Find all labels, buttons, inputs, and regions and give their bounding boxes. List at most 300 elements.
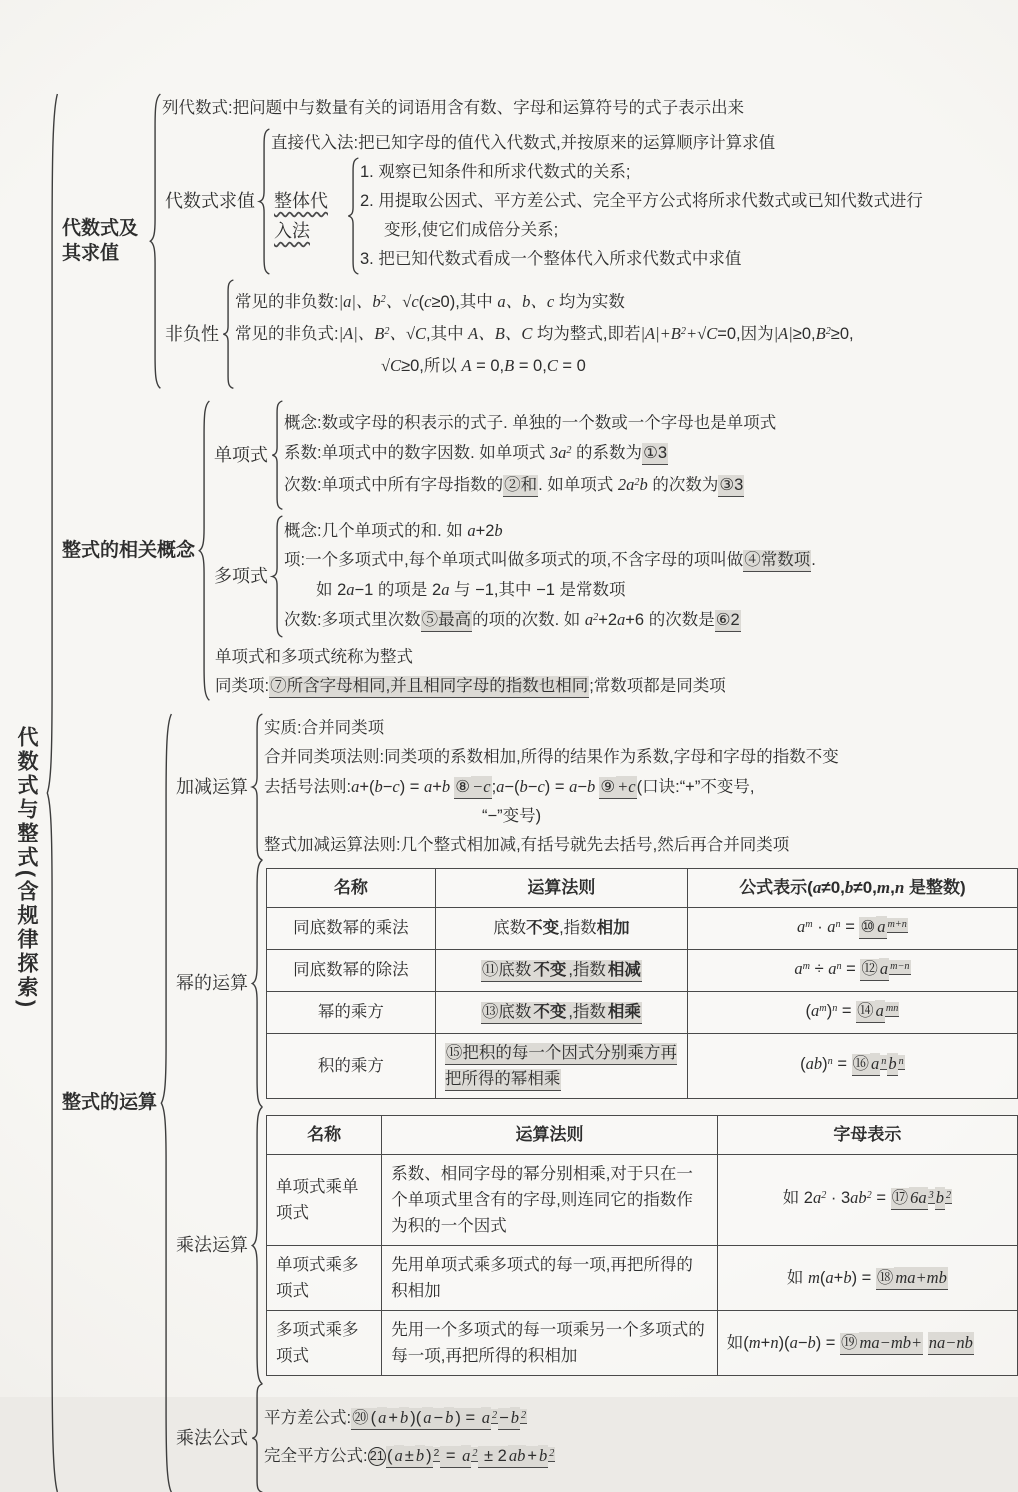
multiplication-operations-table bbox=[266, 1115, 1018, 1376]
text-segment: mn bbox=[885, 1002, 900, 1017]
text-segment: a bbox=[424, 776, 433, 796]
text-segment: B bbox=[504, 356, 515, 376]
text-segment: ;常数项都是同类项 bbox=[589, 676, 726, 695]
cell-rule bbox=[435, 949, 687, 991]
text-segment: |a|、b bbox=[338, 292, 381, 312]
text-segment: = bbox=[840, 917, 860, 936]
col-header-rule bbox=[435, 868, 687, 907]
text-segment: ,指数 bbox=[567, 1002, 607, 1024]
text-segment: ) = bbox=[851, 1268, 876, 1287]
text-segment: b bbox=[444, 1407, 454, 1430]
text-segment: b bbox=[441, 776, 455, 796]
text-segment: ⑮把积的每一个因式分别乘方再把所得的幂相乘 bbox=[445, 1043, 677, 1091]
text-segment: 2 bbox=[634, 477, 640, 489]
cell-formula bbox=[687, 907, 1017, 949]
col-header-name bbox=[267, 1115, 382, 1154]
line-monomial-coefficient bbox=[284, 438, 776, 470]
text-segment: ab bbox=[508, 1445, 527, 1468]
node-chengfa-yunsuan bbox=[173, 1107, 1018, 1384]
text-segment: 不变 bbox=[532, 1002, 567, 1024]
text-segment: 平方差公式: bbox=[264, 1408, 352, 1427]
text-segment: a bbox=[875, 1000, 885, 1023]
line-polynomial-terms-cont bbox=[284, 575, 816, 605]
text-segment: ⑩ bbox=[859, 917, 876, 939]
text-segment: 2 bbox=[825, 326, 831, 338]
text-segment: ÷ bbox=[810, 959, 829, 978]
cell-formula bbox=[717, 1245, 1017, 1310]
node-label: 加减运算 bbox=[176, 776, 249, 797]
text-segment: ⑪底数 bbox=[481, 960, 533, 982]
text-segment: 2 bbox=[384, 326, 390, 338]
text-segment: 相加 bbox=[596, 919, 630, 938]
text-segment: + bbox=[760, 1333, 771, 1352]
text-segment: 的系数为 bbox=[571, 443, 643, 462]
text-segment: 次数:多项式里次数 bbox=[284, 610, 421, 629]
text-segment: 的次数为 bbox=[647, 475, 719, 494]
text-segment: 单项式乘单项式 bbox=[276, 1177, 359, 1222]
text-segment: 3 bbox=[928, 1189, 935, 1204]
text-segment: B bbox=[815, 324, 826, 344]
text-segment: −c bbox=[471, 776, 491, 799]
text-segment: b bbox=[586, 776, 600, 796]
table-row bbox=[267, 949, 1018, 991]
text-segment: 6a bbox=[909, 1187, 928, 1210]
cell-formula bbox=[687, 1033, 1017, 1098]
line-addsub-essence bbox=[264, 714, 839, 743]
text-segment: 概念:几个单项式的和. 如 bbox=[284, 521, 468, 540]
text-segment: 均为整式,即若 bbox=[532, 325, 641, 344]
text-segment: 单项式和多项式统称为整式 bbox=[215, 647, 414, 666]
text-segment: b bbox=[807, 1332, 816, 1352]
text-segment: c bbox=[424, 292, 432, 312]
cell-name bbox=[267, 991, 436, 1033]
text-segment: a bbox=[481, 1407, 491, 1430]
text-segment: a bbox=[377, 1407, 387, 1430]
branch-label: 整式的运算 bbox=[62, 1092, 158, 1113]
text-segment: n bbox=[836, 960, 842, 972]
text-segment: n bbox=[827, 1056, 833, 1068]
text-segment: n bbox=[770, 1332, 779, 1352]
text-segment: +√C bbox=[686, 324, 718, 344]
text-segment: b bbox=[887, 1053, 897, 1076]
text-segment: 2 bbox=[433, 1447, 441, 1462]
cell-rule bbox=[435, 1033, 687, 1098]
table-row bbox=[267, 1033, 1018, 1098]
main-branches bbox=[59, 94, 1018, 1492]
text-segment: n bbox=[894, 877, 905, 897]
text-segment: a bbox=[441, 579, 450, 599]
text-segment: C bbox=[546, 356, 558, 376]
text-segment: ⑭ bbox=[856, 1001, 875, 1023]
text-segment: 底数 bbox=[493, 919, 527, 938]
page-title: 代数式与整式(含规律探索) bbox=[15, 725, 38, 1010]
branch-integral-expr-operations bbox=[59, 714, 1018, 1492]
text-segment: m+n bbox=[887, 918, 908, 933]
cell-formula bbox=[687, 949, 1017, 991]
text-segment: m bbox=[802, 960, 810, 972]
text-segment: ⑬底数 bbox=[481, 1002, 533, 1024]
node-brace bbox=[347, 158, 360, 274]
line-polynomial-degree bbox=[284, 605, 816, 637]
text-segment: 2. 用提取公因式、平方差公式、完全平方公式将所求代数式或已知代数式进行 bbox=[360, 192, 923, 210]
text-segment: ⑨ bbox=[599, 777, 616, 799]
text-segment: n bbox=[898, 1055, 905, 1070]
cell-name bbox=[267, 1154, 382, 1245]
branch-label: 代数式及其求值 bbox=[62, 217, 139, 265]
text-segment: =0,因为 bbox=[717, 325, 774, 344]
text-segment: a bbox=[467, 520, 476, 540]
node-duoxiangshi bbox=[211, 516, 816, 637]
line-addsub-operation-rule bbox=[264, 831, 839, 860]
table-row bbox=[267, 991, 1018, 1033]
text-segment: ) = bbox=[454, 1408, 480, 1430]
list-item-3 bbox=[360, 245, 923, 274]
text-segment: +( bbox=[359, 777, 375, 796]
node-brace bbox=[251, 1107, 264, 1384]
text-segment: ⑧ bbox=[454, 777, 471, 799]
text-segment: = 0, bbox=[514, 357, 547, 376]
line-polynomial-terms bbox=[284, 546, 816, 575]
text-segment: + bbox=[432, 777, 442, 796]
line-combine-like-terms-rule bbox=[264, 743, 839, 772]
text-segment: 积的乘方 bbox=[317, 1056, 384, 1075]
table-row bbox=[267, 907, 1018, 949]
text-segment: n bbox=[832, 1002, 838, 1014]
text-segment: a bbox=[812, 1188, 822, 1208]
text-segment: ⑦所含字母相同,并且相同字母的指数也相同 bbox=[269, 676, 589, 698]
text-segment: 与 −1,其中 −1 是常数项 bbox=[449, 580, 626, 599]
text-segment: 的项的次数. 如 bbox=[472, 610, 585, 629]
mindmap-root bbox=[6, 94, 1018, 1492]
text-segment: . bbox=[811, 550, 816, 569]
text-segment: a bbox=[825, 1267, 834, 1287]
text-segment: 2 bbox=[821, 1190, 827, 1202]
col-header-name bbox=[267, 868, 436, 907]
cell-name bbox=[267, 907, 436, 949]
text-segment: 相乘 bbox=[607, 1002, 642, 1024]
text-segment: 多项式乘多项式 bbox=[276, 1320, 359, 1365]
node-label: 多项式 bbox=[214, 566, 269, 586]
text-segment: ab bbox=[850, 1188, 867, 1208]
text-segment: 变形,使它们成倍分关系; bbox=[384, 221, 559, 239]
branch-brace bbox=[149, 94, 162, 388]
node-brace bbox=[271, 516, 284, 637]
text-segment: n bbox=[880, 1055, 887, 1070]
text-segment: − bbox=[797, 1333, 808, 1352]
text-segment: ≥0,所以 bbox=[401, 357, 462, 376]
text-segment: a bbox=[812, 877, 822, 897]
text-segment: 如( bbox=[726, 1333, 749, 1352]
cell-rule bbox=[435, 907, 687, 949]
text-segment: ) = bbox=[399, 777, 425, 796]
cell-rule bbox=[382, 1154, 717, 1245]
text-segment: ④常数项 bbox=[743, 550, 811, 572]
text-segment: A、B、C bbox=[468, 324, 533, 344]
text-segment: |A| bbox=[773, 324, 793, 344]
text-segment: 同类项: bbox=[215, 676, 270, 695]
text-segment: √C bbox=[381, 356, 402, 376]
text-segment: 相减 bbox=[607, 960, 642, 982]
text-segment: b bbox=[510, 1407, 520, 1430]
text-segment: b bbox=[519, 776, 528, 796]
text-segment: + bbox=[387, 1408, 399, 1430]
node-brace bbox=[222, 280, 235, 388]
text-segment: b bbox=[935, 1187, 945, 1210]
text-segment: a bbox=[794, 958, 803, 978]
text-segment: a bbox=[346, 579, 355, 599]
text-segment: ma+mb bbox=[894, 1267, 947, 1290]
text-segment: ≥0),其中 bbox=[431, 293, 498, 312]
cell-rule bbox=[382, 1245, 717, 1310]
text-segment: m bbox=[876, 877, 891, 897]
branch-brace bbox=[160, 714, 173, 1492]
text-segment: − bbox=[498, 1408, 510, 1430]
text-segment: 2 bbox=[548, 1447, 555, 1462]
text-segment: a bbox=[496, 776, 505, 796]
text-segment: )( bbox=[778, 1333, 790, 1352]
text-segment: − bbox=[382, 777, 393, 796]
text-segment: “−”变号) bbox=[482, 806, 542, 825]
text-segment: ± bbox=[404, 1446, 415, 1468]
col-header-rule bbox=[382, 1115, 717, 1154]
cell-name bbox=[267, 1245, 382, 1310]
text-segment: 2 bbox=[866, 1190, 872, 1202]
text-segment: ab bbox=[805, 1054, 823, 1074]
text-segment: ) = bbox=[544, 777, 570, 796]
line-pingfangcha-formula bbox=[264, 1400, 555, 1438]
text-segment: 常见的非负数: bbox=[235, 293, 339, 312]
text-segment: |A|+B bbox=[640, 324, 681, 344]
text-segment: 2 bbox=[593, 611, 599, 623]
text-segment: b bbox=[374, 776, 383, 796]
text-segment: 2 bbox=[680, 326, 686, 338]
text-segment: 均为实数 bbox=[554, 293, 625, 312]
text-segment: 概念:数或字母的积表示的式子. 单独的一个数或一个字母也是单项式 bbox=[284, 413, 777, 432]
text-segment: b bbox=[639, 474, 648, 494]
text-segment: |A|、B bbox=[338, 324, 385, 344]
text-segment: a、b、c bbox=[497, 292, 555, 312]
cell-formula bbox=[687, 991, 1017, 1033]
text-segment: ) bbox=[822, 1055, 828, 1074]
text-segment: 实质:合并同类项 bbox=[264, 718, 385, 737]
text-segment: m bbox=[805, 918, 813, 930]
text-segment: 名称 bbox=[333, 877, 368, 897]
text-segment: ⑱ bbox=[876, 1268, 895, 1290]
text-segment: b bbox=[399, 1407, 409, 1430]
branch-label: 整式的相关概念 bbox=[62, 540, 196, 562]
text-segment: c bbox=[392, 776, 400, 796]
line-polynomial-concept bbox=[284, 516, 816, 546]
text-segment: . 如单项式 bbox=[538, 475, 618, 494]
text-segment: ③3 bbox=[718, 475, 744, 497]
text-segment: ,其中 bbox=[426, 325, 469, 344]
text-segment: a bbox=[584, 609, 594, 629]
cell-name bbox=[267, 1310, 382, 1375]
text-segment: 项:一个多项式中,每个单项式叫做多项式的项,不含字母的项叫做 bbox=[284, 550, 744, 569]
node-daishushi-qiuzhi bbox=[162, 129, 923, 274]
text-segment: 、√c bbox=[385, 292, 419, 312]
text-segment: 先用一个多项式的每一项乘另一个多项式的每一项,再把所得的积相加 bbox=[391, 1320, 705, 1365]
cell-name bbox=[267, 1033, 436, 1098]
text-segment: +2 bbox=[598, 610, 618, 629]
text-segment: c bbox=[537, 776, 545, 796]
text-segment: 同底数幂的除法 bbox=[293, 961, 409, 980]
text-segment: 是整数) bbox=[904, 877, 966, 897]
text-segment: + bbox=[526, 1446, 538, 1468]
text-segment: m bbox=[819, 1002, 827, 1014]
text-segment: +c bbox=[616, 776, 636, 799]
text-segment: = bbox=[837, 1001, 857, 1020]
branch-brace bbox=[198, 401, 211, 700]
line-monomial-concept bbox=[284, 409, 776, 438]
text-segment: 先用单项式乘多项式的每一项,再把所得的积相加 bbox=[391, 1255, 693, 1300]
text-segment: ①3 bbox=[642, 443, 668, 465]
text-segment: 如 2 bbox=[782, 1189, 813, 1208]
cell-rule bbox=[382, 1310, 717, 1375]
line-lie-daishushi bbox=[162, 94, 923, 123]
table-row bbox=[267, 1310, 1018, 1375]
node-brace bbox=[251, 714, 264, 860]
text-segment: 幂的乘方 bbox=[317, 1003, 384, 1022]
text-segment: 不变 bbox=[526, 919, 560, 938]
text-segment: 公式表示( bbox=[739, 877, 813, 897]
node-jiajian-yunsuan bbox=[173, 714, 1018, 860]
line-monomial-degree bbox=[284, 470, 776, 502]
node-brace bbox=[251, 1384, 264, 1492]
node-label: 幂的运算 bbox=[176, 973, 249, 993]
text-segment: −( bbox=[504, 777, 520, 796]
table-header-row bbox=[267, 1115, 1018, 1154]
text-segment: = bbox=[841, 959, 861, 978]
node-mi-de-yunsuan bbox=[173, 860, 1018, 1107]
text-segment: 直接代入法:把已知字母的值代入代数式,并按原来的运算顺序计算求值 bbox=[271, 134, 776, 152]
text-segment: 次数:单项式中所有字母指数的 bbox=[284, 475, 504, 494]
text-segment: ) = bbox=[815, 1333, 841, 1352]
text-segment: a bbox=[870, 1053, 880, 1076]
text-segment: ( bbox=[800, 1055, 806, 1074]
text-segment: 1. 观察已知条件和所求代数式的关系; bbox=[360, 163, 631, 181]
node-label: 非负性 bbox=[165, 324, 219, 345]
node-brace bbox=[251, 860, 264, 1107]
text-segment: b bbox=[843, 1267, 852, 1287]
text-segment: 名称 bbox=[307, 1124, 342, 1144]
text-segment: ⑫ bbox=[860, 959, 879, 981]
text-segment: 不变 bbox=[532, 960, 567, 982]
text-segment: 系数、相同字母的幂分别相乘,对于只在一个单项式里含有的字母,则连同它的指数作为积的一个因式 bbox=[391, 1164, 693, 1235]
text-segment: a bbox=[811, 1000, 820, 1020]
text-segment: na−nb bbox=[928, 1332, 974, 1355]
text-segment: ⑳ bbox=[351, 1408, 370, 1430]
text-segment: a bbox=[796, 916, 806, 936]
node-brace bbox=[271, 401, 284, 509]
node-label-wavy-underline: 整体代入法 bbox=[274, 191, 328, 241]
text-segment: + bbox=[833, 1268, 844, 1287]
text-segment: ( bbox=[370, 1408, 378, 1430]
text-segment: ( bbox=[418, 293, 425, 312]
text-segment: 如 bbox=[786, 1268, 808, 1287]
text-segment: (口诀:“+”不变号, bbox=[636, 777, 755, 796]
text-segment: 2 bbox=[380, 294, 386, 306]
text-segment: A bbox=[461, 356, 472, 376]
node-zhengti-dairufa bbox=[271, 158, 923, 274]
node-chengfa-gongshi bbox=[173, 1384, 1018, 1492]
text-segment: ( bbox=[819, 1268, 826, 1287]
text-segment: − bbox=[577, 777, 587, 796]
text-segment: −1 的项是 2 bbox=[354, 580, 442, 599]
text-segment: ≠0, bbox=[821, 877, 845, 897]
node-brace bbox=[258, 129, 271, 274]
text-segment: )( bbox=[409, 1408, 422, 1430]
text-segment: a bbox=[569, 776, 578, 796]
node-label: 乘法运算 bbox=[176, 1235, 249, 1255]
text-segment: n bbox=[835, 918, 841, 930]
text-segment: · 3 bbox=[826, 1189, 851, 1208]
text-segment: m bbox=[808, 1267, 820, 1287]
text-segment: ⑰ bbox=[891, 1188, 910, 1210]
text-segment: b bbox=[494, 520, 503, 540]
text-segment: 21 bbox=[368, 1447, 386, 1466]
text-segment: m bbox=[748, 1332, 761, 1352]
text-segment: a bbox=[394, 1445, 404, 1468]
text-segment: 整式加减运算法则:几个整式相加减,有括号就先去括号,然后再合并同类项 bbox=[264, 835, 790, 854]
text-segment: 同底数幂的乘法 bbox=[293, 919, 409, 938]
text-segment: · bbox=[812, 917, 828, 936]
table-row bbox=[267, 1245, 1018, 1310]
text-segment: a bbox=[827, 916, 836, 936]
branch-integral-expr-concepts bbox=[59, 401, 1018, 700]
text-segment: , bbox=[890, 877, 895, 897]
root-brace bbox=[46, 94, 59, 1492]
text-segment: = 0, bbox=[471, 357, 505, 376]
cell-formula bbox=[717, 1154, 1017, 1245]
text-segment: 去括号法则: bbox=[264, 777, 352, 796]
cell-name bbox=[267, 949, 436, 991]
text-segment: ( bbox=[386, 1446, 394, 1468]
text-segment: − bbox=[527, 777, 538, 796]
text-segment: − bbox=[433, 1408, 445, 1430]
text-segment: 3. 把已知代数式看成一个整体代入所求代数式中求值 bbox=[360, 250, 742, 268]
text-segment: = bbox=[871, 1189, 891, 1208]
text-segment: 2a bbox=[617, 474, 635, 494]
text-segment: ≥0, bbox=[792, 325, 816, 344]
text-segment: 常见的非负式: bbox=[235, 325, 339, 344]
text-segment: ,指数 bbox=[559, 919, 597, 938]
text-segment: a bbox=[461, 1445, 471, 1468]
text-segment: = bbox=[440, 1446, 461, 1468]
branch-algebraic-expr-evaluation bbox=[59, 94, 1018, 388]
text-segment: 2 bbox=[471, 1447, 478, 1462]
text-segment: ⑯ bbox=[852, 1054, 871, 1076]
col-header-letter-form bbox=[717, 1115, 1017, 1154]
text-segment: 3a bbox=[549, 442, 567, 462]
line-tongleixiang bbox=[211, 672, 816, 701]
line-nonneg-expressions bbox=[235, 319, 854, 351]
text-segment: 2 bbox=[520, 1409, 527, 1424]
text-segment: ,指数 bbox=[567, 960, 607, 982]
text-segment: ⑤最高 bbox=[421, 610, 473, 632]
text-segment: 字母表示 bbox=[833, 1124, 902, 1144]
text-segment: 列代数式:把问题中与数量有关的词语用含有数、字母和运算符号的式子表示出来 bbox=[162, 99, 745, 117]
line-nonneg-expressions-cont bbox=[235, 351, 854, 381]
cell-formula bbox=[717, 1310, 1017, 1375]
text-segment: b bbox=[538, 1445, 548, 1468]
line-remove-brackets-rule bbox=[264, 772, 839, 802]
text-segment: ± 2 bbox=[478, 1446, 507, 1468]
text-segment: ; bbox=[491, 777, 497, 796]
line-wanquan-pingfang-formula bbox=[264, 1438, 555, 1476]
text-segment: m−n bbox=[889, 960, 910, 975]
text-segment: ≥0, bbox=[830, 325, 854, 344]
